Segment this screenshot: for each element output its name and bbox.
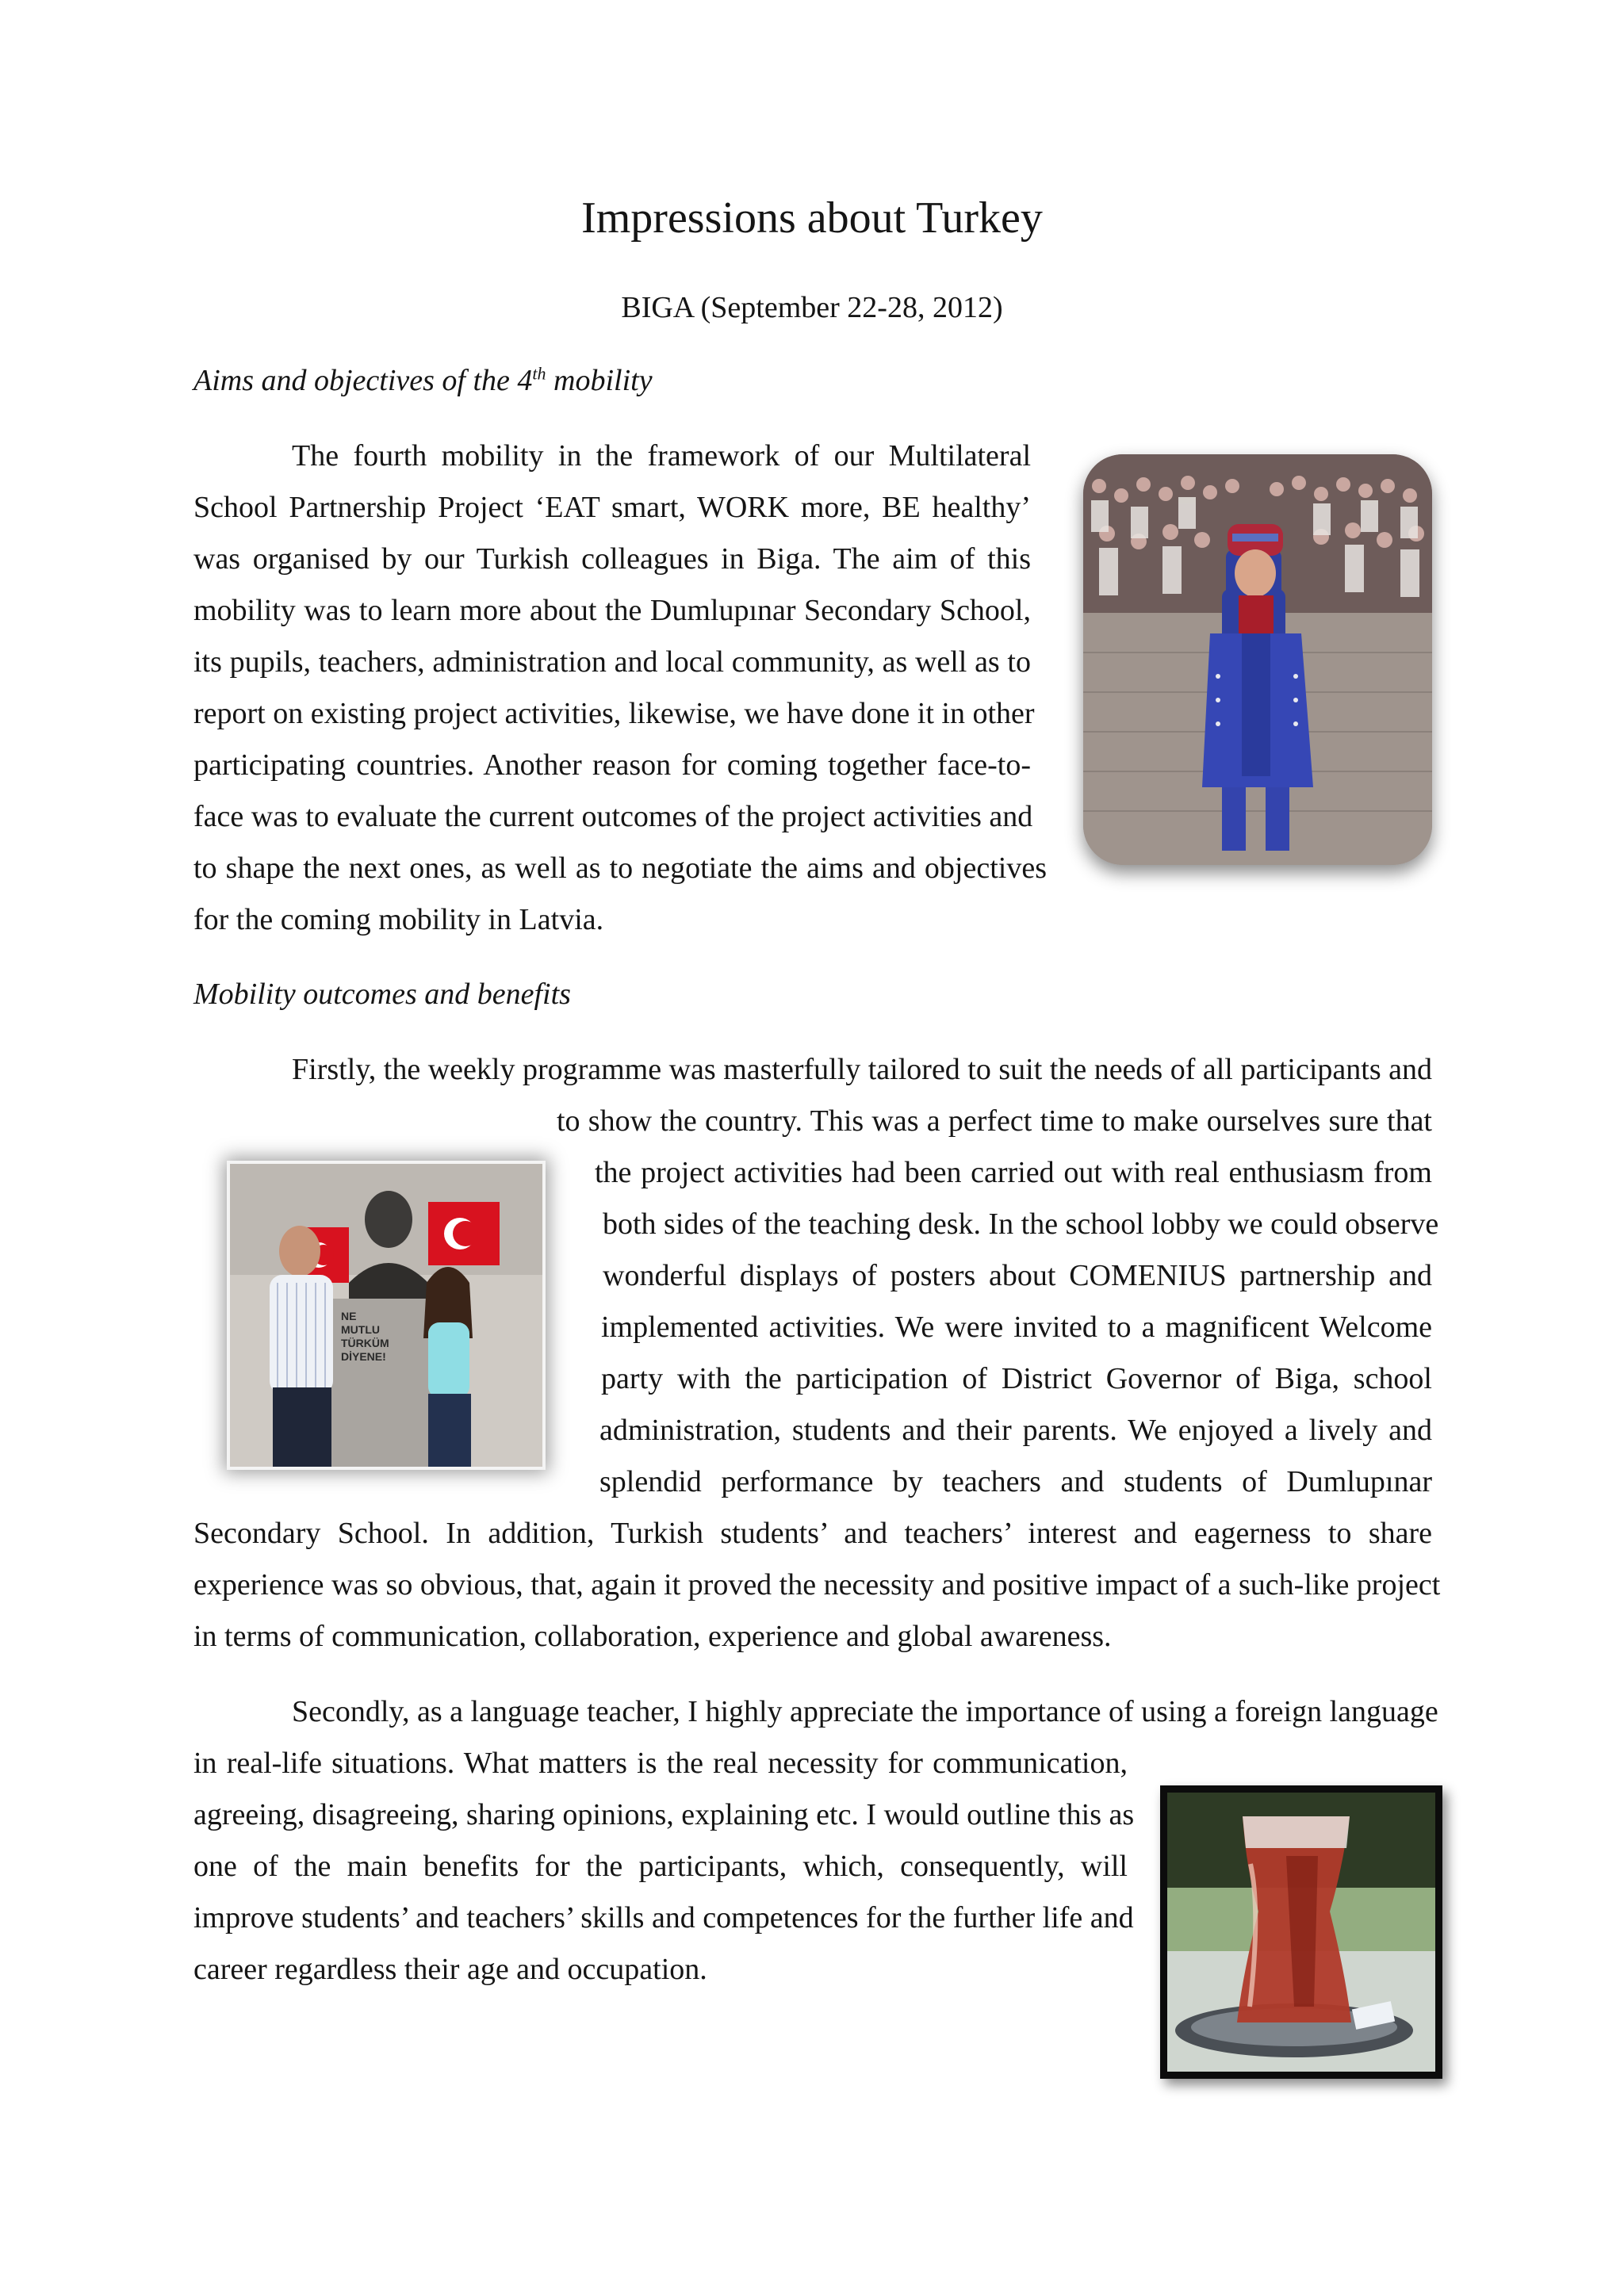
section-heading-aims bbox=[193, 362, 653, 400]
paragraph-line: splendid performance by teachers and students of Dumlupınar bbox=[599, 1465, 1432, 1498]
paragraph-line: for the coming mobility in Latvia. bbox=[193, 903, 604, 936]
photo-folk-dance-children bbox=[1083, 454, 1432, 865]
paragraph-line: Secondary School. In addition, Turkish students’ and teachers’ interest and eagerness to share bbox=[193, 1517, 1432, 1550]
document-subtitle: BIGA (September 22-28, 2012) bbox=[621, 291, 1003, 324]
photo-turkish-tea-glass bbox=[1160, 1785, 1442, 2079]
paragraph-line: report on existing project activities, likewise, we have done it in other bbox=[193, 697, 1035, 730]
heading-superscript: th bbox=[532, 363, 546, 384]
sign-line: NE bbox=[341, 1310, 357, 1322]
paragraph-line: was organised by our Turkish colleagues in Biga. The aim of this bbox=[193, 542, 1031, 576]
sign-line: TÜRKÜM bbox=[341, 1337, 389, 1349]
paragraph-line: in terms of communication, collaboration, experience and global awareness. bbox=[193, 1620, 1112, 1653]
paragraph-line: implemented activities. We were invited to a magnificent Welcome bbox=[601, 1311, 1432, 1344]
paragraph-line: School Partnership Project ‘EAT smart, WORK more, BE healthy’ bbox=[193, 491, 1031, 524]
paragraph-line: the project activities had been carried out with real enthusiasm from bbox=[595, 1156, 1432, 1189]
paragraph-line: party with the participation of District Governor of Biga, school bbox=[601, 1362, 1432, 1395]
section-heading-outcomes: Mobility outcomes and benefits bbox=[193, 978, 571, 1011]
heading-text: Aims and objectives of the 4 bbox=[193, 364, 533, 397]
paragraph-line: agreeing, disagreeing, sharing opinions, explaining etc. I would outline this as bbox=[193, 1798, 1135, 1831]
paragraph-line: to show the country. This was a perfect time to make ourselves sure that bbox=[557, 1104, 1432, 1138]
paragraph-line: both sides of the teaching desk. In the school lobby we could observe bbox=[603, 1207, 1439, 1241]
paragraph-line: career regardless their age and occupation. bbox=[193, 1953, 707, 1986]
paragraph-line: administration, students and their parents. We enjoyed a lively and bbox=[599, 1414, 1432, 1447]
paragraph-line: one of the main benefits for the participants, which, consequently, will bbox=[193, 1850, 1128, 1883]
heading-text-suffix: mobility bbox=[546, 364, 653, 397]
paragraph-line: mobility was to learn more about the Dumlupınar Secondary School, bbox=[193, 594, 1031, 627]
photo-teachers-at-monument bbox=[230, 1164, 542, 1467]
photo-tea-glass-image bbox=[1167, 1793, 1435, 2072]
paragraph-line: face was to evaluate the current outcomes of the project activities and bbox=[193, 800, 1033, 833]
paragraph-line: Firstly, the weekly programme was masterfully tailored to suit the needs of all participants and bbox=[292, 1053, 1432, 1086]
paragraph-line: in real-life situations. What matters is the real necessity for communication, bbox=[193, 1747, 1128, 1780]
monument-sign bbox=[341, 1310, 412, 1364]
paragraph-line: to shape the next ones, as well as to negotiate the aims and objectives bbox=[193, 851, 1047, 885]
paragraph-line: wonderful displays of posters about COMENIUS partnership and bbox=[603, 1259, 1432, 1292]
paragraph-line: its pupils, teachers, administration and local community, as well as to bbox=[193, 645, 1031, 679]
photo-folk-dance-image bbox=[1083, 454, 1432, 865]
paragraph-line: The fourth mobility in the framework of our Multilateral bbox=[292, 439, 1031, 473]
paragraph-line: Secondly, as a language teacher, I highly appreciate the importance of using a foreign language bbox=[292, 1695, 1438, 1728]
sign-line: DİYENE! bbox=[341, 1350, 386, 1363]
paragraph-line: improve students’ and teachers’ skills and competences for the further life and bbox=[193, 1901, 1134, 1934]
document-title: Impressions about Turkey bbox=[581, 193, 1043, 243]
paragraph-line: participating countries. Another reason for coming together face-to- bbox=[193, 748, 1031, 782]
paragraph-line: experience was so obvious, that, again it proved the necessity and positive impact of a such-like project bbox=[193, 1568, 1441, 1601]
sign-line: MUTLU bbox=[341, 1323, 380, 1336]
